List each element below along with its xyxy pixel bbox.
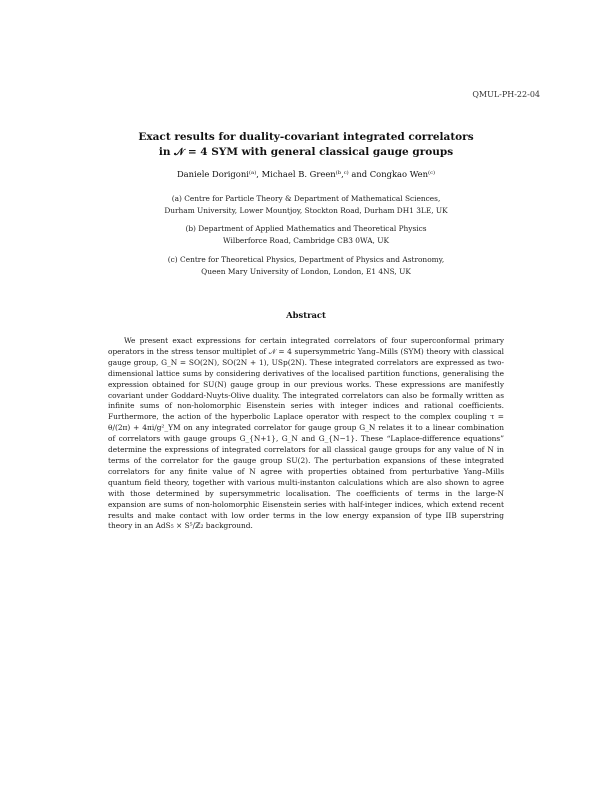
authors: Daniele Dorigoni⁽ᵃ⁾, Michael B. Green⁽ᵇ,ᶜ⁾ and Congkao Wen⁽ᶜ⁾ (176, 169, 436, 179)
affiliation-c-line-2: Queen Mary University of London, London, E1 4NS, UK (201, 267, 411, 276)
affiliation-a-line-2: Durham University, Lower Mountjoy, Stockton Road, Durham DH1 3LE, UK (164, 206, 448, 215)
abstract-heading: Abstract (286, 310, 326, 320)
paper-title (0, 130, 612, 160)
affiliation-c (0, 254, 612, 278)
preprint-number: QMUL-PH-22-04 (472, 90, 540, 99)
affiliation-b-line-2: Wilberforce Road, Cambridge CB3 0WA, UK (223, 236, 389, 245)
title-line-2: in 𝒩 = 4 SYM with general classical gauge groups (158, 146, 454, 158)
affiliation-a-line-1: (a) Centre for Particle Theory & Department of Mathematical Sciences, (171, 194, 441, 203)
title-line-1: Exact results for duality-covariant integrated correlators (138, 131, 474, 143)
affiliation-b (0, 223, 612, 247)
affiliation-b-line-1: (b) Department of Applied Mathematics and Theoretical Physics (185, 224, 427, 233)
affiliation-c-line-1: (c) Centre for Theoretical Physics, Department of Physics and Astronomy, (167, 255, 445, 264)
affiliation-a (0, 193, 612, 217)
abstract-body: We present exact expressions for certain integrated correlators of four superconformal primary operators in the stress tensor multiplet of 𝒩 = 4 supersymmetric Yang–Mills (SYM) theory with classical gauge group, G_N = SO(2N), SO(2N + 1), USp(2N). These integrated correlators are expressed as two-dimensional lattice sums by considering derivatives of the localised partition functions, generalising the expression obtained for SU(N) gauge group in our previous works. These expressions are manifestly covariant under Goddard-Nuyts-Olive duality. The integrated correlators can also be formally written as infinite sums of non-holomorphic Eisenstein series with integer indices and rational coefficients. Furthermore, the action of the hyperbolic Laplace operator with respect to the complex coupling τ = θ/(2π) + 4πi/g²_YM on any integrated correlator for gauge group G_N relates it to a linear combination of correlators with gauge groups G_{N+1}, G_N and G_{N−1}. These “Laplace-difference equations” determine the expressions of integrated correlators for all classical gauge groups for any value of N in terms of the correlator for the gauge group SU(2). The perturbation expansions of these integrated correlators for any finite value of N agree with properties obtained from perturbative Yang–Mills quantum field theory, together with various multi-instanton calculations which are also shown to agree with those determined by supersymmetric localisation. The coefficients of terms in the large-N expansion are sums of non-holomorphic Eisenstein series with half-integer indices, which extend recent results and make contact with low order terms in the low energy expansion of type IIB superstring theory in an AdS₅ × S⁵/ℤ₂ background. (108, 336, 504, 531)
